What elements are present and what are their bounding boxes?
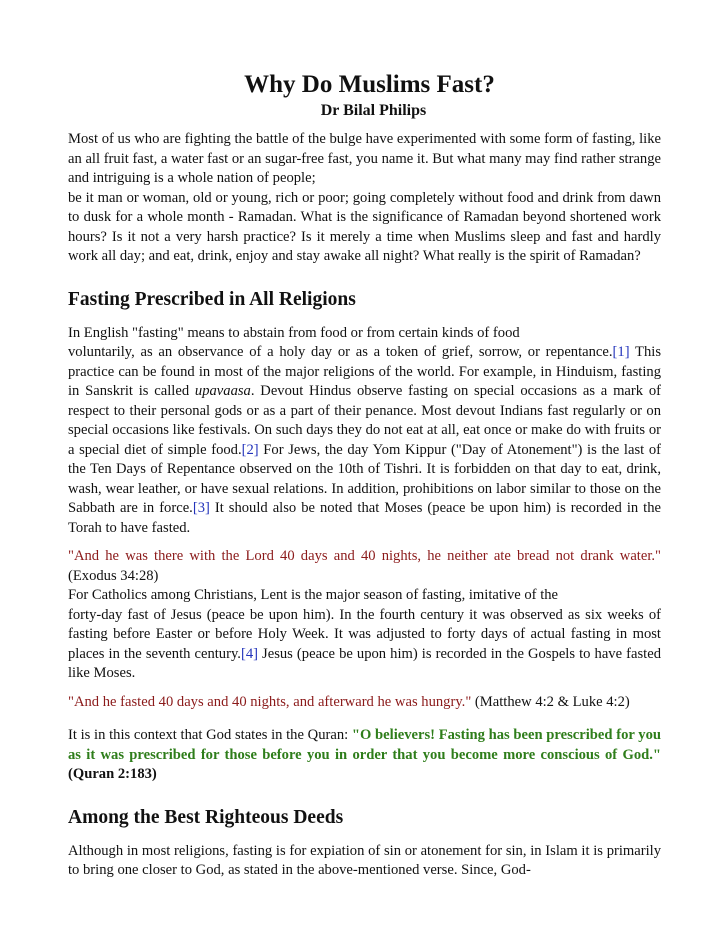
quote-exodus — [68, 547, 661, 684]
text-fasting-meaning: In English "fasting" means to abstain from food or from certain kinds of food — [68, 324, 520, 341]
footnote-link-2[interactable]: [2] — [241, 441, 259, 458]
text-moses-fasted: It should also be noted that Moses (peace be upon him) is recorded in the Torah to have fasted. — [68, 500, 662, 536]
intro-text-1: Most of us who are fighting the battle of the bulge have experimented with some form of fasting, like an all fruit fast, a water fast or an sugar-free fast, you name it. But what many may find rather strange and intriguing is a whole nation of people; — [68, 131, 661, 186]
text-lent-history: forty-day fast of Jesus (peace be upon him). In the fourth century it was observed as six weeks of fasting before Easter or before Holy Week. It was adjusted to forty days of actual fasting in most places in the seventh century. — [68, 606, 661, 662]
text-hinduism: This practice can be found in most of the major religions of the world. For example, in Hinduism, fasting in Sanskrit is called — [68, 344, 661, 399]
paragraph-fasting-definition — [68, 324, 661, 539]
quote-gospels — [68, 693, 661, 713]
text-jesus-fasted: Jesus (peace be upon him) is recorded in the Gospels to have fasted like Moses. — [68, 645, 661, 681]
author-name: Dr Bilal Philips — [320, 102, 427, 119]
term-upavaasa: upavaasa — [194, 383, 251, 399]
text-quran-context: It is in this context that God states in the Quran: — [68, 727, 352, 743]
intro-text-2: be it man or woman, old or young, rich or poor; going completely without food and drink from dawn to dusk for a whole month - Ramadan. What is the significance of Ramadan beyond shortened work hours? Is it not a very harsh practice? Is it merely a time when Muslims sleep and fast and hardly work all day; and eat, drink, enjoy and stay awake all night? What really is the spirit of Ramadan? — [68, 189, 661, 264]
text-yom-kippur: For Jews, the day Yom Kippur ("Day of Atonement") is the last of the Ten Days of Repentance observed on the 10th of Tishri. It is forbidden on that day to eat, drink, wash, wear leather, or have sexual relations. In addition, prohibitions on labor similar to those on the Sabbath are in force. — [68, 441, 661, 516]
text-hindu-fasting: . Devout Hindus observe fasting on special occasions as a mark of respect to their personal gods or as a part of their penance. Most devout Indians fast regularly or on special occasions like festivals. On such days they do not eat at all, eat once or make do with fruits or a special diet of simple food. — [68, 383, 661, 458]
text-catholic-lent: For Catholics among Christians, Lent is the major season of fasting, imitative of the — [68, 587, 559, 603]
quote-text-gospels: "And he fasted 40 days and 40 nights, and afterward he was hungry." — [68, 693, 472, 710]
footnote-link-1[interactable]: [1] — [612, 344, 630, 360]
quote-source-gospels: (Matthew 4:2 & Luke 4:2) — [471, 693, 630, 710]
paragraph-islam-fasting: Although in most religions, fasting is for expiation of sin or atonement for sin, in Islam it is primarily to bring one closer to God, as stated in the above-mentioned verse. Since, God- — [68, 842, 661, 878]
footnote-link-3[interactable]: [3] — [192, 500, 210, 516]
quote-source-exodus: (Exodus 34:28) — [68, 567, 159, 584]
text-fasting-observance: voluntarily, as an observance of a holy day or as a token of grief, sorrow, or repentance. — [68, 344, 613, 360]
paragraph-quran-context — [68, 726, 661, 785]
section-heading-righteous-deeds: Among the Best Righteous Deeds — [68, 806, 344, 828]
section-heading-fasting-religions: Fasting Prescribed in All Religions — [68, 288, 356, 310]
intro-paragraph — [68, 130, 661, 267]
footnote-link-4[interactable]: [4] — [240, 645, 258, 662]
quran-verse-source: (Quran 2:183) — [68, 766, 157, 782]
quote-text-exodus: "And he was there with the Lord 40 days and 40 nights, he neither ate bread not drank water." — [68, 548, 661, 564]
quran-verse: "O believers! Fasting has been prescribed for you as it was prescribed for those before you in order that you become more conscious of God." — [68, 727, 661, 763]
page-title: Why Do Muslims Fast? — [244, 71, 495, 98]
